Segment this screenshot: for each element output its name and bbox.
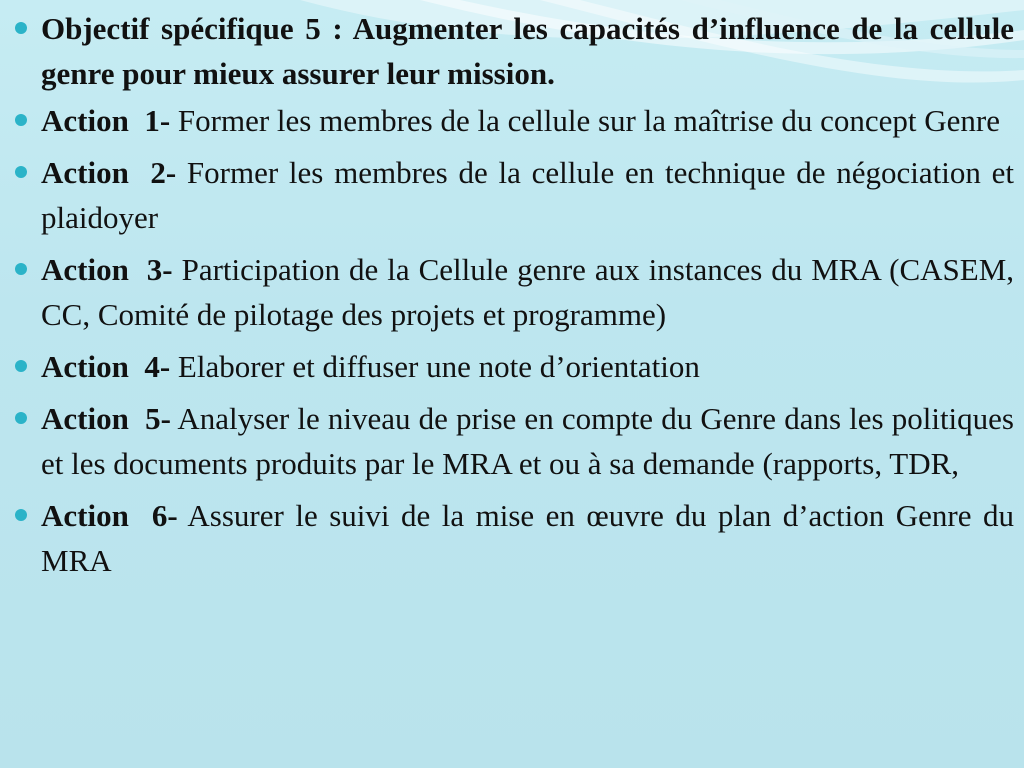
- action-label: Action: [41, 349, 129, 384]
- action-text: Former les membres de la cellule sur la maîtrise du concept Genre: [177, 103, 1000, 138]
- bullet-icon: [15, 412, 27, 424]
- bullet-icon: [15, 114, 27, 126]
- bullet-icon: [15, 360, 27, 372]
- action-text: Former les membres de la cellule en technique de négociation et plaidoyer: [41, 155, 1014, 235]
- bullet-icon: [15, 263, 27, 275]
- slide-content: [0, 6, 1014, 590]
- action-text: Analyser le niveau de prise en compte du Genre dans les politiques et les documents produits par le MRA et ou à sa demande (rapports, TDR,: [41, 401, 1014, 481]
- action-number: 5-: [145, 401, 171, 436]
- action-text: Assurer le suivi de la mise en œuvre du plan d’action Genre du MRA: [41, 498, 1014, 578]
- bullet-icon: [15, 22, 27, 34]
- action-item-1: [0, 98, 1014, 143]
- action-item-3: [0, 247, 1014, 337]
- action-text: Elaborer et diffuser une note d’orientation: [177, 349, 700, 384]
- action-number: 1-: [144, 103, 171, 138]
- action-text: Participation de la Cellule genre aux instances du MRA (CASEM, CC, Comité de pilotage des projets et programme): [41, 252, 1015, 332]
- action-label: Action: [41, 155, 129, 190]
- bullet-icon: [15, 166, 27, 178]
- bullet-icon: [15, 509, 27, 521]
- action-label: Action: [41, 252, 129, 287]
- action-item-2: [0, 150, 1014, 240]
- action-number: 2-: [150, 155, 177, 190]
- action-item-5: [0, 396, 1014, 486]
- action-number: 3-: [146, 252, 173, 287]
- objective-text: Objectif spécifique 5 : Augmenter les capacités d’influence de la cellule genre pour mieux assurer leur mission.: [41, 11, 1014, 91]
- action-number: 6-: [151, 498, 178, 533]
- action-item-4: [0, 344, 1014, 389]
- action-number: 4-: [144, 349, 171, 384]
- action-label: Action: [41, 401, 129, 436]
- action-label: Action: [41, 498, 129, 533]
- action-label: Action: [41, 103, 129, 138]
- objective-item: [0, 6, 1014, 96]
- action-item-6: [0, 493, 1014, 583]
